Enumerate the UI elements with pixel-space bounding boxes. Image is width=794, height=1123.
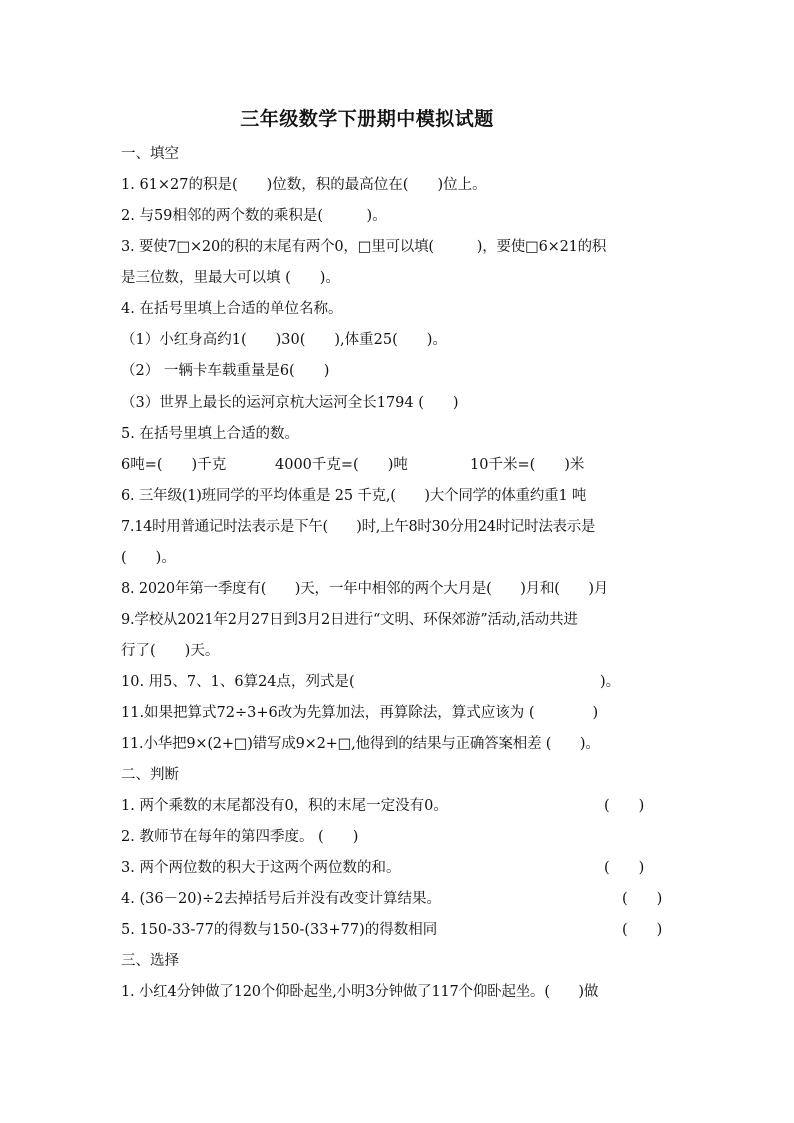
question-fill-2: 2. 与59相邻的两个数的乘积是( )。 [121,208,387,224]
section-fill-heading: 一、填空 [121,146,179,162]
question-fill-11b: 11.小华把9×(2+□)错写成9×2+□,他得到的结果与正确答案相差 ( )。 [121,736,600,752]
judge-item-5: 5. 150-33-77的得数与150-(33+77)的得数相同 [121,922,438,938]
question-fill-7-line1: 7.14时用普通记时法表示是下午( )时,上午8时30分用24时记时法表示是 [121,519,596,535]
choice-question-1: 1. 小红4分钟做了120个仰卧起坐,小明3分钟做了117个仰卧起坐。( )做 [121,984,599,1000]
question-fill-4-item-3: （3）世界上最长的运河京杭大运河全长1794 ( ) [121,395,459,411]
judge-item-2: 2. 教师节在每年的第四季度。 ( ) [121,829,359,845]
question-fill-5-b: 4000千克=( )吨 [275,457,408,473]
section-choice-heading: 三、选择 [121,953,179,969]
judge-item-1-blank: ( ) [604,798,645,814]
question-fill-9-line1: 9.学校从2021年2月27日到3月2日进行“文明、环保郊游”活动,活动共进 [121,612,578,628]
question-fill-11a: 11.如果把算式72÷3+6改为先算加法，再算除法，算式应该为 ( ) [121,705,599,721]
question-fill-10-close: )。 [600,674,621,690]
judge-item-1: 1. 两个乘数的末尾都没有0，积的末尾一定没有0。 [121,798,448,814]
judge-item-4-blank: ( ) [622,891,663,907]
question-fill-8: 8. 2020年第一季度有( )天，一年中相邻的两个大月是( )月和( )月 [121,581,609,597]
section-judge-heading: 二、判断 [121,767,179,783]
question-fill-4-item-2: （2） 一辆卡车载重量是6( ) [121,363,330,379]
judge-item-5-blank: ( ) [622,922,663,938]
question-fill-9-line2: 行了( )天。 [121,643,220,659]
question-fill-4-item-1: （1）小红身高约1( )30( ),体重25( )。 [121,332,447,348]
question-fill-6: 6. 三年级(1)班同学的平均体重是 25 千克,( )大个同学的体重约重1 吨 [121,488,587,504]
question-fill-3-line2: 是三位数，里最大可以填 ( )。 [121,270,340,286]
question-fill-10: 10. 用5、7、1、6算24点，列式是( [121,674,355,690]
question-fill-4: 4. 在括号里填上合适的单位名称。 [121,301,343,317]
judge-item-3: 3. 两个两位数的积大于这两个两位数的和。 [121,860,401,876]
question-fill-7-line2: ( )。 [121,550,176,566]
judge-item-4: 4. (36－20)÷2去掉括号后并没有改变计算结果。 [121,891,442,907]
question-fill-3-line1: 3. 要使7□×20的积的末尾有两个0，□里可以填( )，要使□6×21的积 [121,239,607,255]
question-fill-5-c: 10千米=( )米 [470,457,585,473]
judge-item-3-blank: ( ) [604,860,645,876]
question-fill-5-a: 6吨=( )千克 [121,457,227,473]
question-fill-1: 1. 61×27的积是( )位数，积的最高位在( )位上。 [121,177,487,193]
question-fill-5: 5. 在括号里填上合适的数。 [121,426,299,442]
page-title: 三年级数学下册期中模拟试题 [240,108,494,130]
